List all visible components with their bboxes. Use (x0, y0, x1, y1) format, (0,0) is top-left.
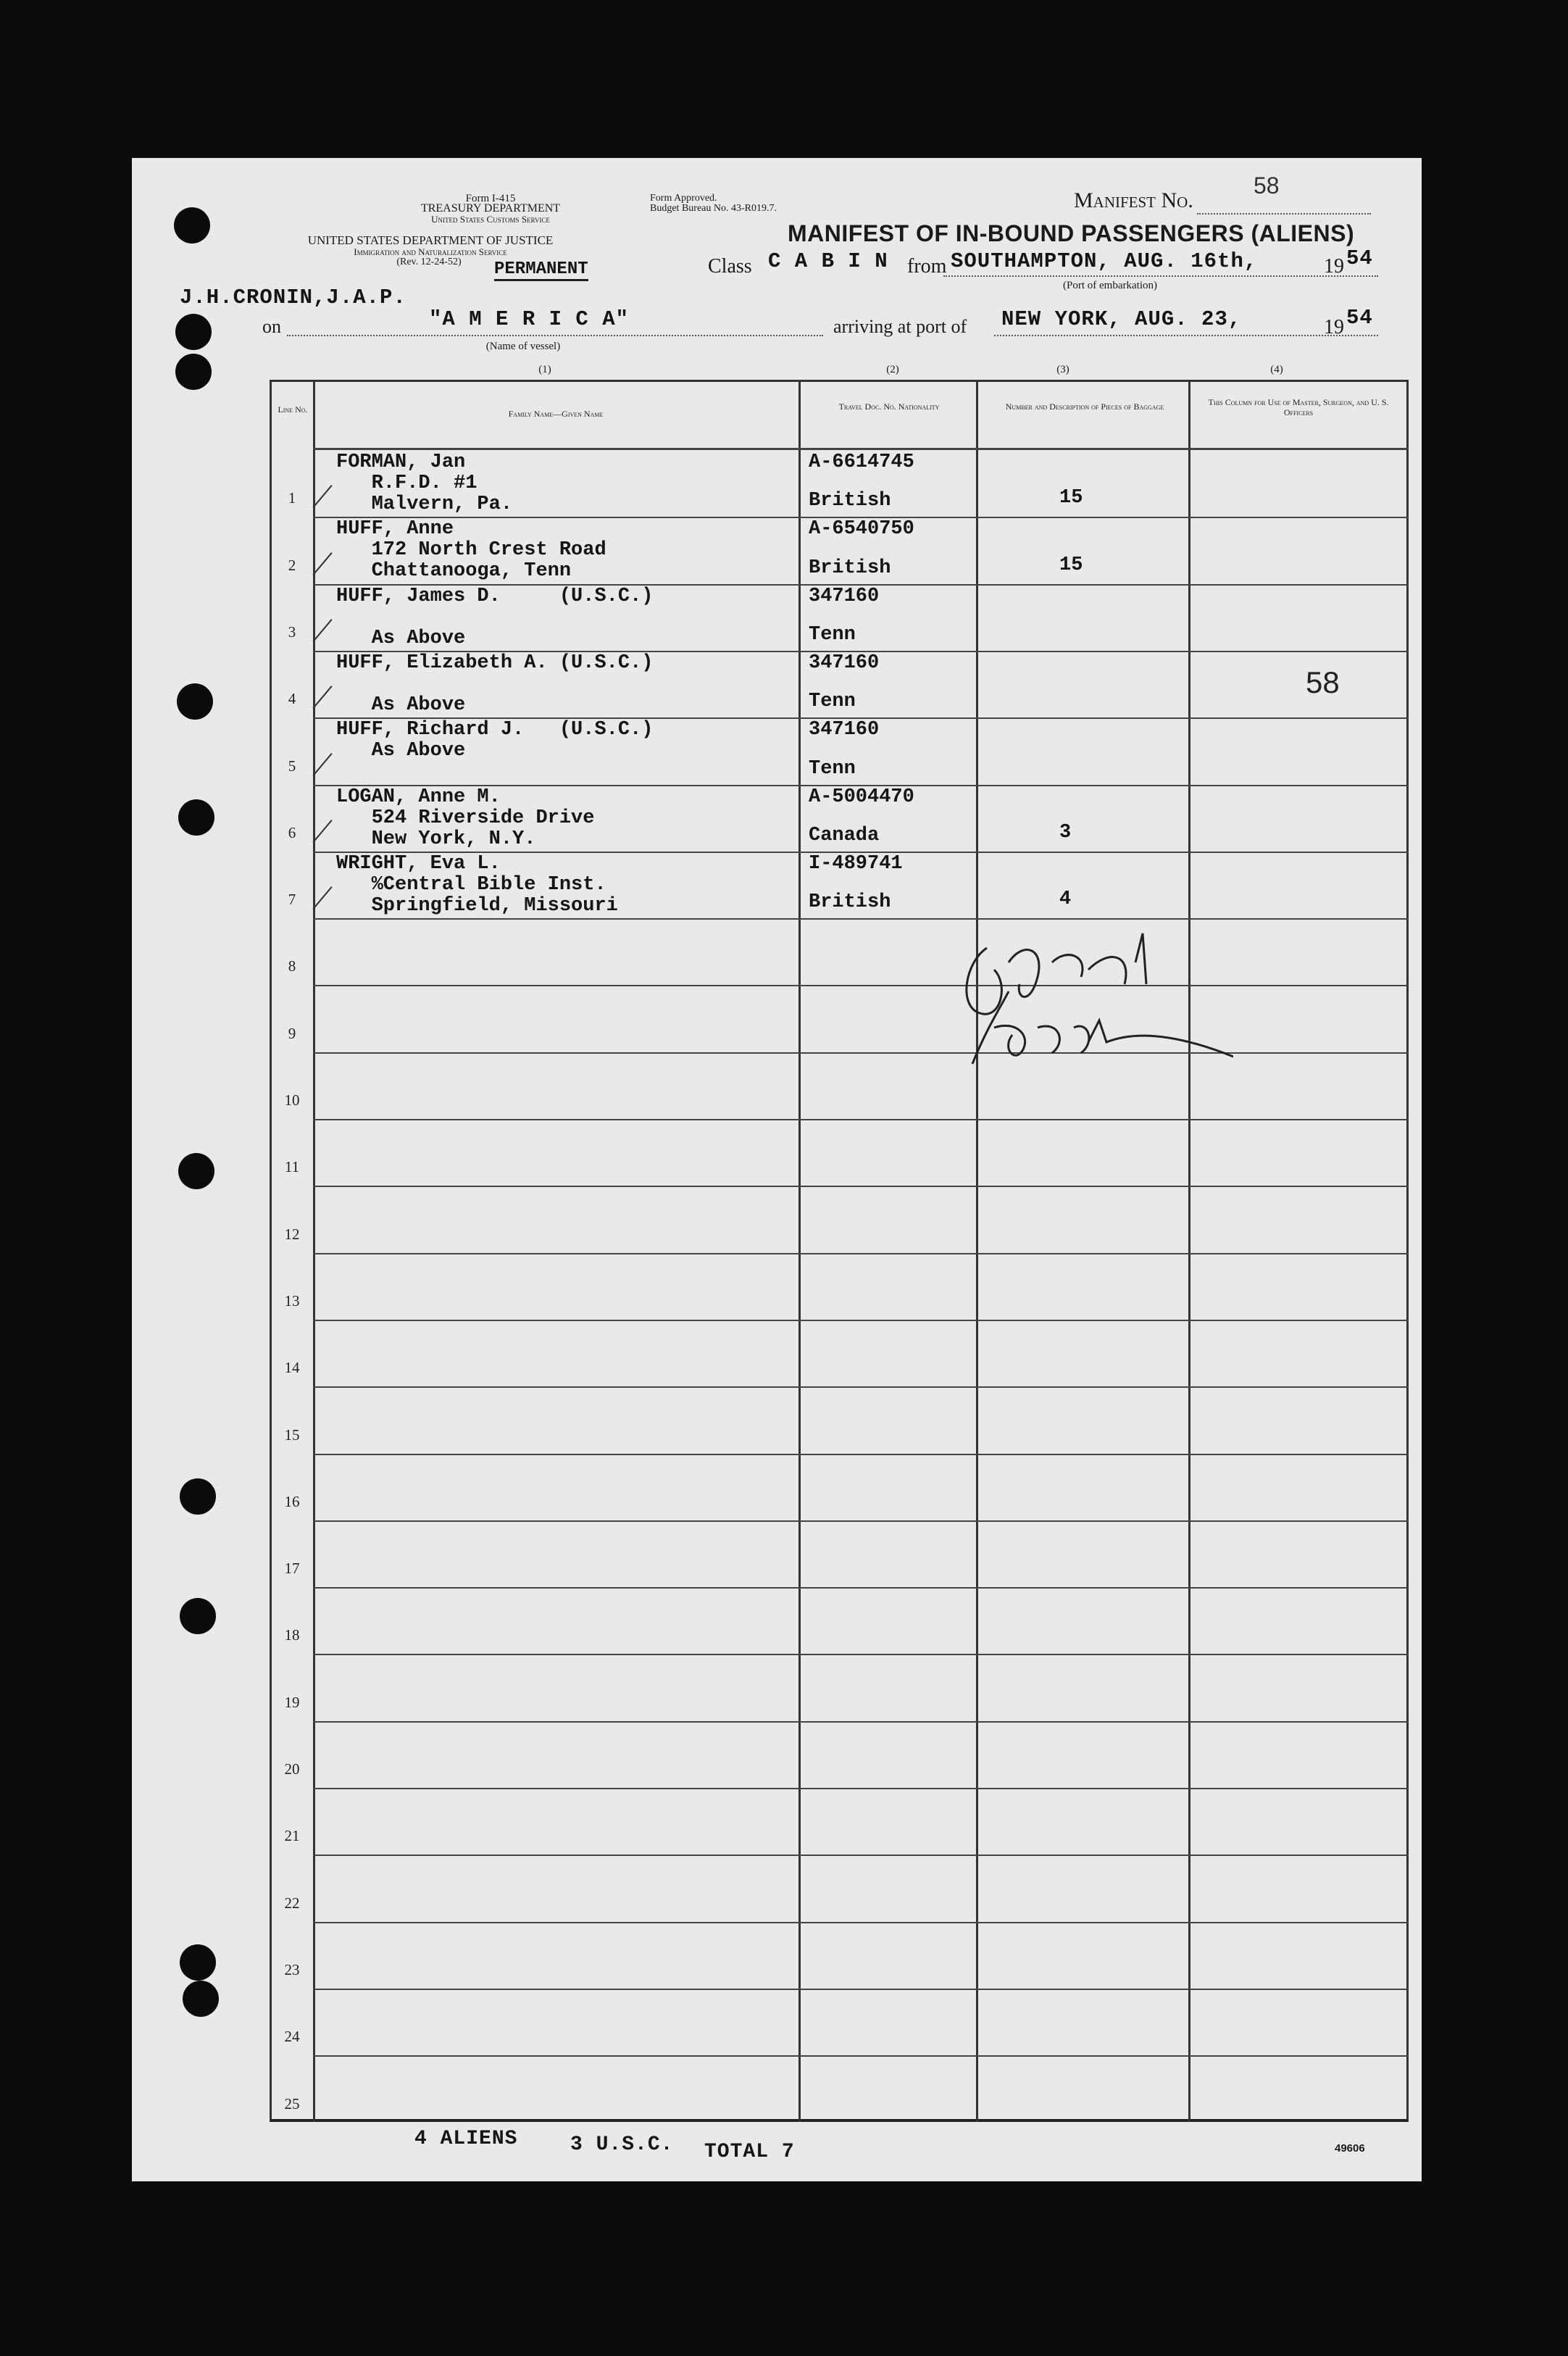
form-code: 49606 (1335, 2142, 1365, 2155)
nationality: Tenn (809, 758, 856, 780)
from-label: from (907, 255, 947, 278)
row-divider (313, 1587, 1409, 1589)
row-divider (313, 1119, 1409, 1120)
binder-hole (183, 1981, 219, 2017)
row-divider (313, 1454, 1409, 1455)
binder-hole (177, 683, 213, 720)
line-number: 2 (288, 557, 296, 574)
line-number: 16 (284, 1493, 300, 1510)
manifest-no-label: Manifest No. (1074, 188, 1193, 212)
arriving-year-prefix: 19 (1324, 316, 1344, 338)
form-number: Form I-415 (465, 193, 516, 204)
line-number: 5 (288, 757, 296, 775)
col-divider (798, 380, 801, 2122)
nationality: Tenn (809, 624, 856, 646)
row-divider (313, 1253, 1409, 1254)
agent-name: J.H.CRONIN,J.A.P. (180, 286, 406, 309)
row-divider (313, 1186, 1409, 1187)
row-divider (313, 1922, 1409, 1923)
binder-hole (180, 1478, 216, 1515)
line-number: 4 (288, 690, 296, 707)
line-number: 8 (288, 957, 296, 975)
col-num-4: (4) (1270, 364, 1283, 375)
revision: (Rev. 12-24-52) (396, 257, 462, 267)
signature (943, 919, 1233, 1078)
header-officers: This Column for Use of Master, Surgeon, and U. S. Officers (1208, 397, 1389, 417)
arriving-label: arriving at port of (833, 316, 967, 337)
line-number: 7 (288, 891, 296, 908)
vessel-underline (287, 335, 823, 336)
passenger-name: LOGAN, Anne M. 524 Riverside Drive New York, N.Y. (336, 786, 595, 850)
officer-mark: 58 (1306, 665, 1340, 699)
line-number: 11 (284, 1158, 300, 1175)
col-num-1: (1) (538, 364, 551, 375)
travel-doc-number: A-6614745 (809, 451, 914, 473)
line-number: 6 (288, 824, 296, 841)
manifest-no-value: 58 (1254, 172, 1280, 199)
vessel-caption: (Name of vessel) (485, 341, 561, 352)
port-embarkation-caption: (Port of embarkation) (1063, 280, 1157, 291)
nationality: Tenn (809, 691, 856, 712)
baggage-count: 4 (1059, 888, 1072, 910)
treasury-dept: TREASURY DEPARTMENT (420, 202, 561, 215)
line-number: 12 (284, 1225, 300, 1243)
from-underline (943, 275, 1378, 277)
row-divider (313, 1989, 1409, 1990)
row-divider (313, 1654, 1409, 1655)
arriving-year-suffix: 54 (1346, 306, 1373, 330)
line-number: 19 (284, 1694, 300, 1711)
row-divider (313, 1320, 1409, 1321)
binder-hole (174, 207, 210, 243)
arriving-underline (994, 335, 1378, 336)
line-number: 14 (284, 1359, 300, 1376)
nationality: British (809, 891, 891, 913)
passenger-name: HUFF, Elizabeth A. (U.S.C.) As Above (336, 652, 654, 716)
class-value: C A B I N (768, 249, 888, 273)
baggage-count: 3 (1059, 822, 1072, 844)
line-number: 25 (284, 2095, 300, 2113)
footer-total: TOTAL 7 (704, 2141, 795, 2163)
line-number: 23 (284, 1961, 300, 1978)
binder-hole (180, 1598, 216, 1634)
from-year-suffix: 54 (1346, 246, 1373, 270)
footer-aliens: 4 ALIENS (414, 2128, 518, 2150)
from-value: SOUTHAMPTON, AUG. 16th, (951, 249, 1258, 273)
justice-dept: UNITED STATES DEPARTMENT OF JUSTICE (307, 233, 554, 247)
travel-doc-number: 347160 (809, 719, 880, 741)
header-divider (313, 448, 1409, 450)
row-divider (313, 1052, 1409, 1054)
travel-doc-number: A-5004470 (809, 786, 914, 808)
nationality: British (809, 490, 891, 512)
budget-bureau: Budget Bureau No. 43-R019.7. (650, 203, 777, 214)
baggage-count: 15 (1059, 487, 1083, 509)
from-year-prefix: 19 (1324, 255, 1344, 278)
passenger-name: WRIGHT, Eva L. %Central Bible Inst. Springfield, Missouri (336, 853, 618, 917)
travel-doc-number: 347160 (809, 586, 880, 607)
baggage-count: 15 (1059, 554, 1083, 576)
travel-doc-number: A-6540750 (809, 518, 914, 540)
binder-hole (175, 314, 212, 350)
manifest-title: MANIFEST OF IN-BOUND PASSENGERS (ALIENS) (788, 220, 1355, 246)
row-divider (313, 1788, 1409, 1789)
manifest-page (132, 158, 1422, 2181)
vessel-name: "A M E R I C A" (429, 307, 630, 331)
binder-hole (180, 1944, 216, 1981)
line-number: 3 (288, 623, 296, 641)
row-divider (313, 1855, 1409, 1856)
footer-usc: 3 U.S.C. (570, 2134, 674, 2156)
nationality: British (809, 557, 891, 579)
binder-hole (178, 799, 214, 836)
row-divider (313, 1386, 1409, 1388)
line-number: 24 (284, 2028, 300, 2045)
class-label: Class (708, 255, 752, 278)
form-approved: Form Approved. (650, 193, 717, 204)
passenger-name: HUFF, Anne 172 North Crest Road Chattanooga, Tenn (336, 518, 606, 582)
passenger-name: HUFF, Richard J. (U.S.C.) As Above (336, 719, 654, 762)
line-number: 9 (288, 1025, 296, 1042)
nationality: Canada (809, 825, 880, 846)
line-number: 18 (284, 1626, 300, 1644)
row-divider (313, 985, 1409, 986)
line-number: 13 (284, 1292, 300, 1310)
header-family-name: Family Name—Given Name (508, 409, 604, 419)
header-travel-doc: Travel Doc. No. Nationality (838, 401, 940, 412)
line-number: 17 (284, 1560, 300, 1577)
passenger-name: FORMAN, Jan R.F.D. #1 Malvern, Pa. (336, 451, 513, 515)
col-divider (976, 380, 978, 2122)
line-number: 22 (284, 1894, 300, 1912)
customs-service: United States Customs Service (431, 214, 550, 225)
line-number: 21 (284, 1827, 300, 1844)
row-divider (313, 918, 1409, 920)
line-number: 15 (284, 1426, 300, 1444)
col-divider (1188, 380, 1190, 2122)
permanent-stamp: PERMANENT (494, 259, 588, 281)
on-label: on (262, 316, 281, 337)
row-divider (313, 2055, 1409, 2057)
binder-hole (178, 1153, 214, 1189)
ins-service: Immigration and Naturalization Service (354, 246, 507, 257)
header-line-no: Line No. (278, 404, 308, 415)
line-number: 1 (288, 489, 296, 507)
arriving-value: NEW YORK, AUG. 23, (1001, 307, 1242, 331)
line-number: 10 (284, 1091, 300, 1109)
binder-hole (175, 354, 212, 390)
col-num-2: (2) (886, 364, 899, 375)
row-divider (313, 1520, 1409, 1522)
passenger-name: HUFF, James D. (U.S.C.) As Above (336, 586, 654, 649)
col-num-3: (3) (1056, 364, 1069, 375)
manifest-no-line (1197, 213, 1371, 215)
line-number: 20 (284, 1760, 300, 1778)
header-baggage: Number and Description of Pieces of Baggage (1005, 401, 1164, 412)
row-divider (313, 1721, 1409, 1723)
travel-doc-number: I-489741 (809, 853, 903, 875)
travel-doc-number: 347160 (809, 652, 880, 674)
